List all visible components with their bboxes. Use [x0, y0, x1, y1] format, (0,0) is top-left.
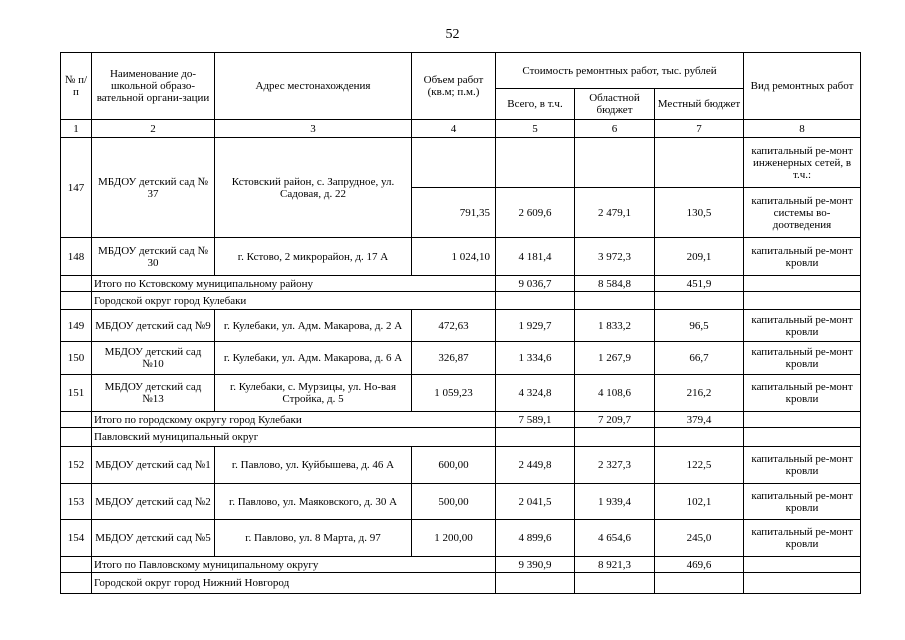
table-row: [61, 375, 861, 412]
subtotal-total: 9 390,9: [496, 557, 575, 573]
subtotal-label: Итого по Кстовскому муниципальному району: [92, 276, 496, 292]
section-label: Городской округ город Кулебаки: [92, 292, 496, 310]
section-label: Павловский муниципальный округ: [92, 428, 496, 447]
row-name: МБДОУ детский сад №1: [92, 447, 215, 484]
row-total: 2 609,6: [496, 188, 575, 238]
row-total: 4 181,4: [496, 238, 575, 276]
empty-cell: [61, 573, 92, 594]
row-regional: 3 972,3: [575, 238, 655, 276]
row-address: г. Кстово, 2 микрорайон, д. 17 А: [215, 238, 412, 276]
row-name: МБДОУ детский сад №2: [92, 484, 215, 520]
row-volume: 500,00: [412, 484, 496, 520]
table-row: [61, 520, 861, 557]
row-total: 2 449,8: [496, 447, 575, 484]
header-volume: Объем работ (кв.м; п.м.): [412, 53, 496, 120]
empty-cell: [575, 292, 655, 310]
empty-cell: [744, 557, 861, 573]
header-num: № п/п: [61, 53, 92, 120]
row-num: 149: [61, 310, 92, 342]
column-numbers-row: [61, 120, 861, 138]
subtotal-label: Итого по городскому округу город Кулебаки: [92, 412, 496, 428]
row-num: 147: [61, 138, 92, 238]
col-number: 3: [215, 120, 412, 138]
empty-cell: [412, 138, 496, 188]
subtotal-local: 451,9: [655, 276, 744, 292]
row-regional: 2 479,1: [575, 188, 655, 238]
row-address: г. Кулебаки, с. Мурзицы, ул. Но-вая Стройка, д. 5: [215, 375, 412, 412]
row-total: 4 899,6: [496, 520, 575, 557]
col-number: 4: [412, 120, 496, 138]
header-regional: Областной бюджет: [575, 89, 655, 120]
row-local: 216,2: [655, 375, 744, 412]
row-total: 1 334,6: [496, 342, 575, 375]
row-volume: 791,35: [412, 188, 496, 238]
row-name: МБДОУ детский сад № 37: [92, 138, 215, 238]
row-work-type: капитальный ре-монт кровли: [744, 375, 861, 412]
empty-cell: [61, 276, 92, 292]
row-regional: 2 327,3: [575, 447, 655, 484]
empty-cell: [496, 138, 575, 188]
subtotal-total: 7 589,1: [496, 412, 575, 428]
subtotal-row: [61, 557, 861, 573]
row-local: 245,0: [655, 520, 744, 557]
row-num: 154: [61, 520, 92, 557]
empty-cell: [744, 412, 861, 428]
subtotal-regional: 8 921,3: [575, 557, 655, 573]
header-address: Адрес местонахождения: [215, 53, 412, 120]
empty-cell: [744, 292, 861, 310]
row-address: г. Павлово, ул. Маяковского, д. 30 А: [215, 484, 412, 520]
empty-cell: [744, 276, 861, 292]
row-regional: 1 833,2: [575, 310, 655, 342]
row-name: МБДОУ детский сад №13: [92, 375, 215, 412]
header-cost-group: Стоимость ремонтных работ, тыс. рублей: [496, 53, 744, 89]
row-volume: 600,00: [412, 447, 496, 484]
table-row: [61, 484, 861, 520]
col-number: 7: [655, 120, 744, 138]
header-row: [61, 53, 861, 89]
row-work-type: капитальный ре-монт кровли: [744, 447, 861, 484]
section-row: [61, 292, 861, 310]
row-local: 130,5: [655, 188, 744, 238]
empty-cell: [655, 292, 744, 310]
empty-cell: [496, 573, 575, 594]
col-number: 2: [92, 120, 215, 138]
row-local: 102,1: [655, 484, 744, 520]
row-local: 122,5: [655, 447, 744, 484]
row-name: МБДОУ детский сад №9: [92, 310, 215, 342]
col-number: 8: [744, 120, 861, 138]
row-address: Кстовский район, с. Запрудное, ул. Садовая, д. 22: [215, 138, 412, 238]
row-volume: 1 024,10: [412, 238, 496, 276]
row-name: МБДОУ детский сад №10: [92, 342, 215, 375]
empty-cell: [61, 557, 92, 573]
col-number: 6: [575, 120, 655, 138]
row-local: 66,7: [655, 342, 744, 375]
section-row: [61, 573, 861, 594]
empty-cell: [575, 573, 655, 594]
empty-cell: [655, 428, 744, 447]
subtotal-row: [61, 276, 861, 292]
row-total: 2 041,5: [496, 484, 575, 520]
empty-cell: [496, 292, 575, 310]
row-address: г. Павлово, ул. 8 Марта, д. 97: [215, 520, 412, 557]
subtotal-row: [61, 412, 861, 428]
empty-cell: [575, 428, 655, 447]
section-label: Городской округ город Нижний Новгород: [92, 573, 496, 594]
table-row: [61, 447, 861, 484]
col-number: 5: [496, 120, 575, 138]
empty-cell: [744, 573, 861, 594]
empty-cell: [655, 573, 744, 594]
row-work-type: капитальный ре-монт кровли: [744, 238, 861, 276]
subtotal-total: 9 036,7: [496, 276, 575, 292]
empty-cell: [496, 428, 575, 447]
row-local: 96,5: [655, 310, 744, 342]
row-num: 152: [61, 447, 92, 484]
row-total: 1 929,7: [496, 310, 575, 342]
empty-cell: [575, 138, 655, 188]
table-row: [61, 342, 861, 375]
row-regional: 1 939,4: [575, 484, 655, 520]
row-regional: 4 108,6: [575, 375, 655, 412]
table-row: [61, 138, 861, 188]
row-total: 4 324,8: [496, 375, 575, 412]
section-row: [61, 428, 861, 447]
row-address: г. Павлово, ул. Куйбышева, д. 46 А: [215, 447, 412, 484]
row-work-type: капитальный ре-монт кровли: [744, 342, 861, 375]
row-address: г. Кулебаки, ул. Адм. Макарова, д. 2 А: [215, 310, 412, 342]
row-local: 209,1: [655, 238, 744, 276]
table-row: [61, 310, 861, 342]
row-work-type: капитальный ре-монт системы во-доотведения: [744, 188, 861, 238]
subtotal-regional: 7 209,7: [575, 412, 655, 428]
empty-cell: [61, 412, 92, 428]
row-volume: 472,63: [412, 310, 496, 342]
empty-cell: [61, 292, 92, 310]
col-number: 1: [61, 120, 92, 138]
row-regional: 4 654,6: [575, 520, 655, 557]
subtotal-regional: 8 584,8: [575, 276, 655, 292]
row-regional: 1 267,9: [575, 342, 655, 375]
row-volume: 1 059,23: [412, 375, 496, 412]
row-num: 153: [61, 484, 92, 520]
page-number: 52: [445, 27, 460, 42]
subtotal-label: Итого по Павловскому муниципальному округу: [92, 557, 496, 573]
row-volume: 326,87: [412, 342, 496, 375]
row-num: 150: [61, 342, 92, 375]
subtotal-local: 469,6: [655, 557, 744, 573]
row-work-type: капитальный ре-монт кровли: [744, 484, 861, 520]
row-work-type: капитальный ре-монт кровли: [744, 520, 861, 557]
row-work-type: капитальный ре-монт кровли: [744, 310, 861, 342]
empty-cell: [744, 428, 861, 447]
header-work-type: Вид ремонтных работ: [744, 53, 861, 120]
header-local: Местный бюджет: [655, 89, 744, 120]
row-address: г. Кулебаки, ул. Адм. Макарова, д. 6 А: [215, 342, 412, 375]
row-work-type: капитальный ре-монт инженерных сетей, в т.ч.:: [744, 138, 861, 188]
row-name: МБДОУ детский сад №5: [92, 520, 215, 557]
row-num: 151: [61, 375, 92, 412]
row-volume: 1 200,00: [412, 520, 496, 557]
subtotal-local: 379,4: [655, 412, 744, 428]
header-total: Всего, в т.ч.: [496, 89, 575, 120]
repair-works-table: [60, 52, 861, 594]
table-row: [61, 238, 861, 276]
row-num: 148: [61, 238, 92, 276]
empty-cell: [655, 138, 744, 188]
row-name: МБДОУ детский сад № 30: [92, 238, 215, 276]
header-name: Наименование до-школьной образо-вательной органи-зации: [92, 53, 215, 120]
empty-cell: [61, 428, 92, 447]
